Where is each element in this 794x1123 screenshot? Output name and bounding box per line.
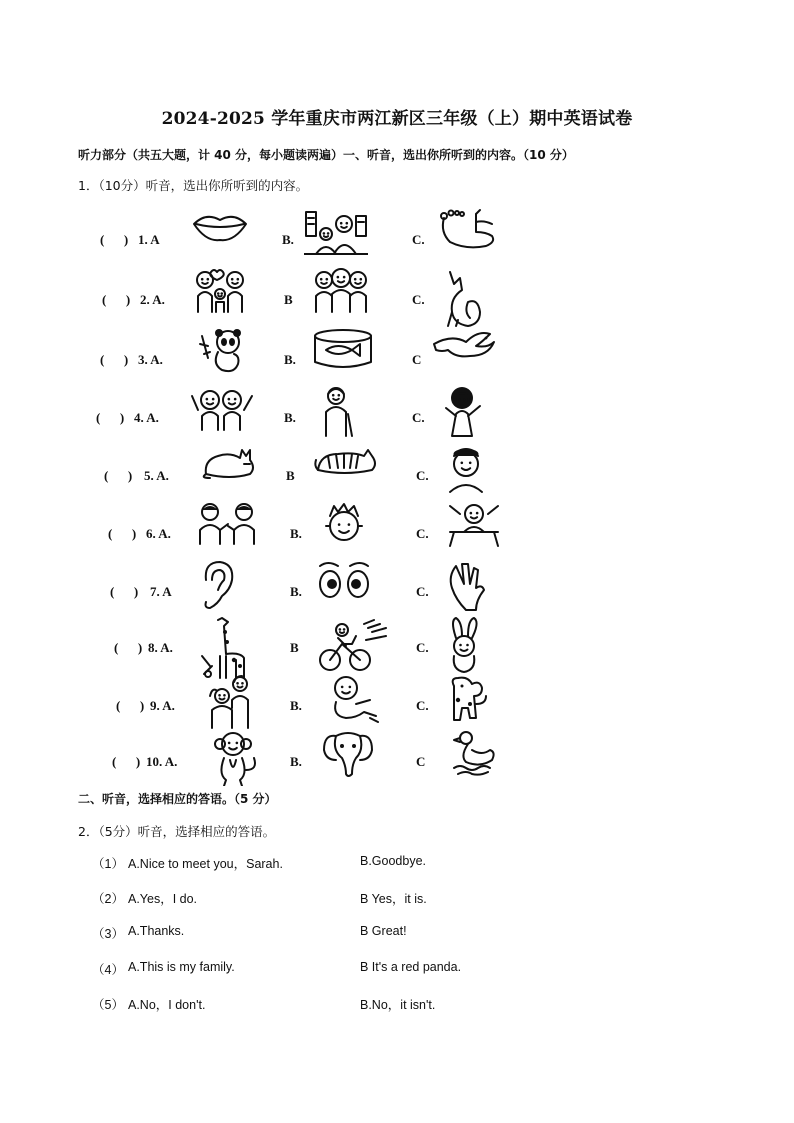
bird-icon (432, 328, 496, 364)
grandpa-icon (318, 386, 358, 438)
question-1-row (0, 328, 794, 384)
option-b-label: B. (290, 584, 302, 599)
question-1-row (0, 730, 794, 786)
family-city-icon (304, 208, 368, 256)
baby-icon (326, 674, 380, 724)
response-item-number: （5） (92, 998, 124, 1012)
response-item-number: （3） (92, 927, 124, 941)
dog-icon (446, 674, 490, 726)
giraffe-icon (200, 616, 252, 682)
option-b-label: B. (284, 352, 296, 367)
response-item-number: （2） (92, 892, 124, 906)
question-1-row (0, 386, 794, 442)
eyes-icon (316, 560, 372, 600)
option-b-label: B (286, 468, 295, 483)
option-c-label: C. (416, 584, 429, 599)
answer-blank[interactable]: ( ) (110, 584, 139, 599)
panda-icon (198, 328, 246, 374)
response-option-a: A.No，I don't. (128, 998, 206, 1012)
foot-icon (436, 208, 498, 252)
option-c-label: C. (412, 410, 425, 425)
response-option-b: B.No，it isn't. (360, 998, 436, 1012)
question-1-row (0, 560, 794, 616)
option-a-label: 7. A (150, 584, 172, 599)
option-c-label: C. (412, 292, 425, 307)
response-option-b: B It's a red panda. (360, 960, 462, 974)
response-option-a: A.Thanks. (128, 924, 185, 938)
option-a-label: 9. A. (150, 698, 175, 713)
option-a-label: 1. A (138, 232, 160, 247)
option-a-label: 8. A. (148, 640, 173, 655)
girl-desk-icon (446, 502, 502, 548)
option-a-label: 6. A. (146, 526, 171, 541)
listening-section-header: 听力部分（共五大题，计 40 分，每小题读两遍）一、听音，选出你所听到的内容。（10 分） (78, 148, 574, 162)
response-option-a: A.Yes，I do. (128, 892, 198, 906)
option-b-label: B (284, 292, 293, 307)
section-2-header: 二、听音，选择相应的答语。（5 分） (78, 792, 277, 806)
option-b-label: B. (282, 232, 294, 247)
question-1-heading: 1．（10分）听音，选出你所听到的内容。 (78, 178, 309, 193)
option-a-label: 4. A. (134, 410, 159, 425)
duck-icon (450, 730, 500, 776)
hand-icon (446, 560, 486, 612)
boys-waving-icon (190, 386, 254, 432)
option-b-label: B. (290, 698, 302, 713)
answer-blank[interactable]: ( ) (100, 352, 129, 367)
response-option-b: B.Goodbye. (360, 854, 427, 868)
tiger-icon (314, 444, 378, 478)
fox-icon (440, 268, 484, 328)
option-c-label: C (416, 754, 426, 769)
response-option-a: A.This is my family. (128, 960, 235, 974)
question-1-row (0, 674, 794, 730)
question-1-row (0, 616, 794, 672)
monkey-icon (212, 730, 258, 786)
option-a-label: 10. A. (146, 754, 178, 769)
answer-blank[interactable]: ( ) (112, 754, 141, 769)
option-a-label: 3. A. (138, 352, 163, 367)
man-face-icon (446, 444, 486, 494)
response-option-a: A.Nice to meet you，Sarah. (128, 857, 283, 871)
option-c-label: C. (416, 468, 429, 483)
ear-icon (200, 560, 234, 612)
option-a-label: 5. A. (144, 468, 169, 483)
option-c-label: C (412, 352, 422, 367)
option-b-label: B. (284, 410, 296, 425)
question-2-heading: 2．（5分）听音，选择相应的答语。 (78, 824, 276, 839)
response-item-number: （1） (92, 857, 124, 871)
boy-face-icon (322, 502, 368, 550)
girl-icon (440, 386, 486, 438)
question-1-row (0, 444, 794, 500)
boys-talking-icon (196, 502, 260, 546)
option-b-label: B. (290, 754, 302, 769)
cat-icon (200, 444, 256, 480)
answer-blank[interactable]: ( ) (114, 640, 143, 655)
lips-icon (192, 208, 248, 244)
rabbit-icon (444, 616, 484, 674)
option-c-label: C. (412, 232, 425, 247)
question-1-row (0, 208, 794, 264)
answer-blank[interactable]: ( ) (104, 468, 133, 483)
answer-blank[interactable]: ( ) (100, 232, 129, 247)
kids-icon (208, 674, 256, 730)
question-1-row (0, 502, 794, 558)
response-option-b: B Great! (360, 924, 407, 938)
fish-can-icon (312, 328, 374, 370)
page-title: 2024-2025 学年重庆市两江新区三年级（上）期中英语试卷 (161, 109, 633, 129)
answer-blank[interactable]: ( ) (108, 526, 137, 541)
question-1-row (0, 268, 794, 324)
option-b-label: B (290, 640, 299, 655)
option-b-label: B. (290, 526, 302, 541)
answer-blank[interactable]: ( ) (96, 410, 125, 425)
answer-blank[interactable]: ( ) (116, 698, 145, 713)
friends-group-icon (312, 268, 370, 314)
option-c-label: C. (416, 698, 429, 713)
elephant-icon (322, 730, 374, 778)
response-option-b: B Yes，it is. (360, 892, 427, 906)
option-c-label: C. (416, 640, 429, 655)
option-a-label: 2. A. (140, 292, 165, 307)
response-item-number: （4） (92, 963, 124, 977)
family-love-icon (192, 268, 248, 314)
answer-blank[interactable]: ( ) (102, 292, 131, 307)
option-c-label: C. (416, 526, 429, 541)
bike-rider-icon (316, 616, 388, 672)
